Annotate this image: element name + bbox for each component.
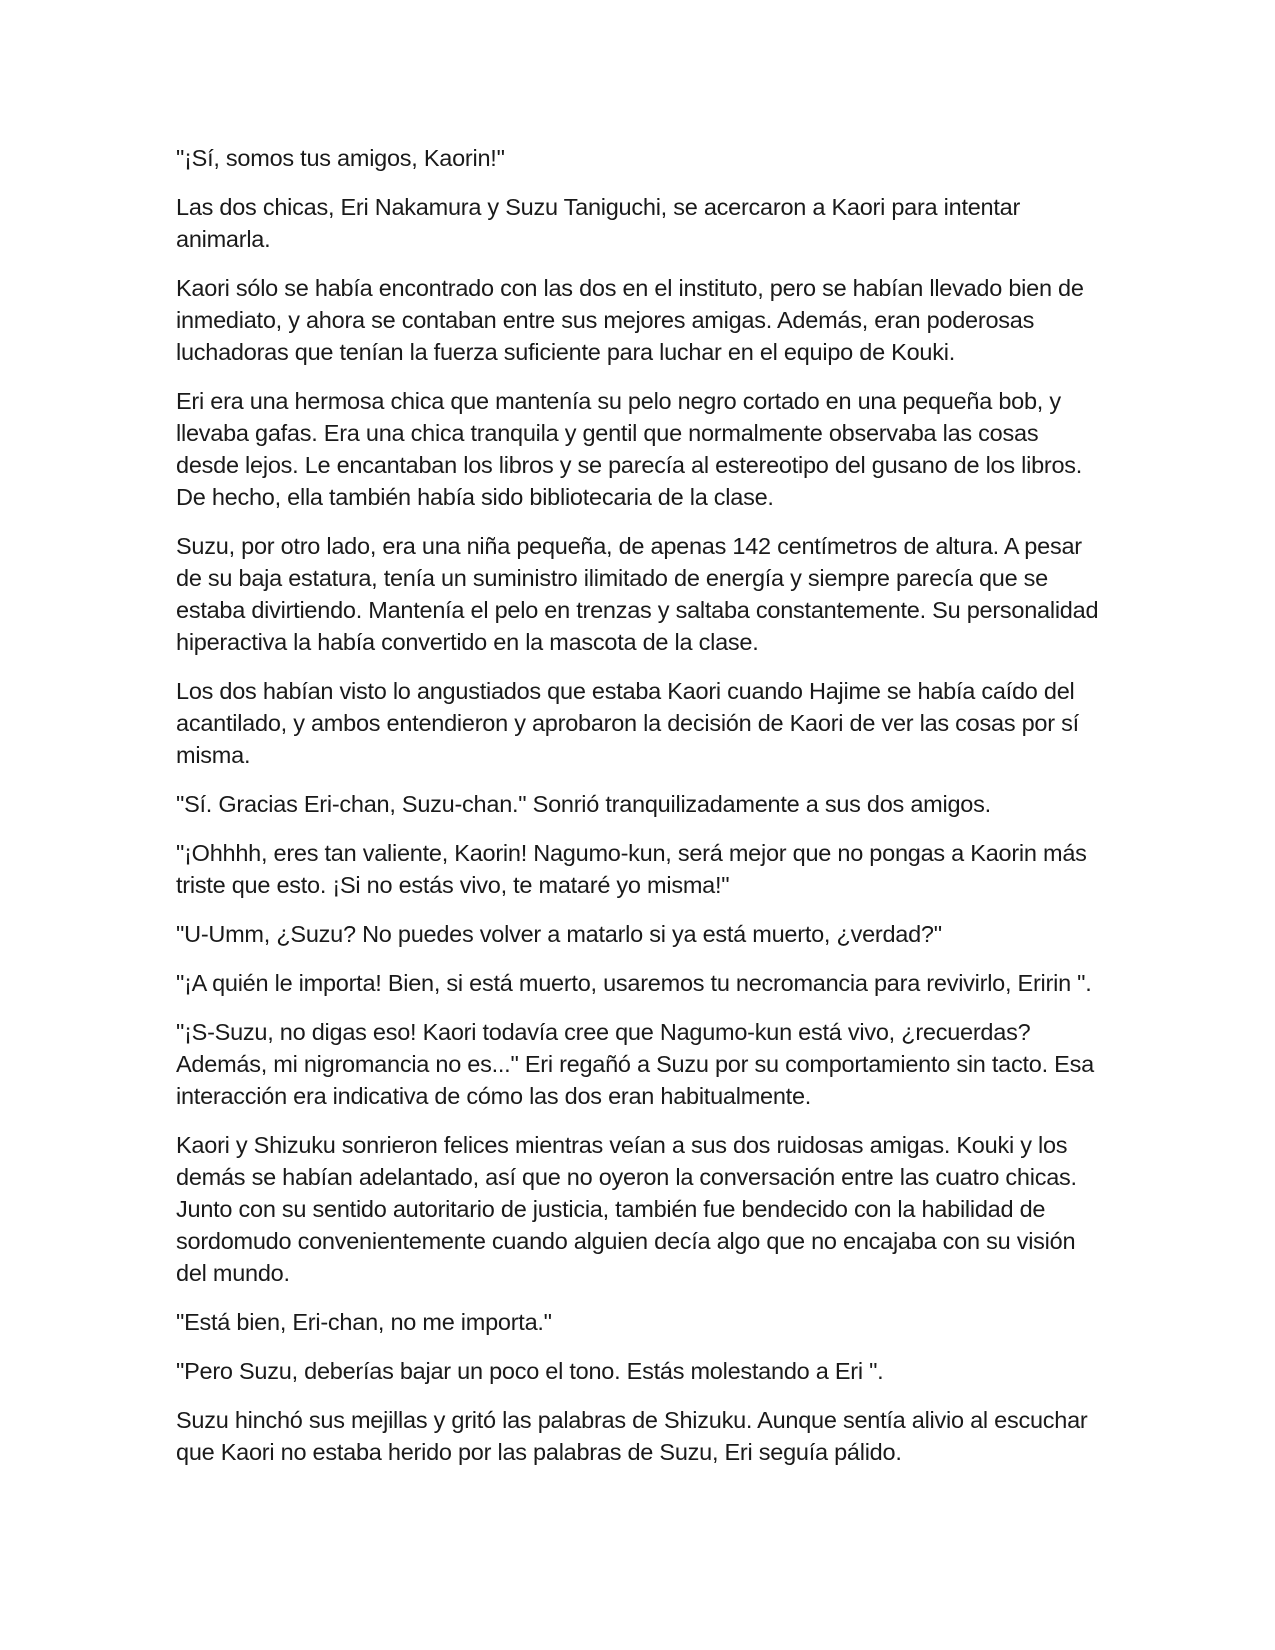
paragraph-2: Las dos chicas, Eri Nakamura y Suzu Taniguchi, se acercaron a Kaori para intentar animarla. — [176, 194, 1021, 252]
paragraph-7: "Sí. Gracias Eri-chan, Suzu-chan." Sonrió tranquilizadamente a sus dos amigos. — [176, 791, 991, 817]
paragraph-10: "¡A quién le importa! Bien, si está muerto, usaremos tu necromancia para revivirlo, Eririn ". — [176, 970, 1092, 996]
paragraph-6: Los dos habían visto lo angustiados que estaba Kaori cuando Hajime se había caído del acantilado, y ambos entendieron y aprobaron la decisión de Kaori de ver las cosas por sí misma. — [176, 678, 1079, 768]
paragraph-3: Kaori sólo se había encontrado con las dos en el instituto, pero se habían llevado bien de inmediato, y ahora se contaban entre sus mejores amigas. Además, eran poderosas luchadoras que tenían la fuerza suficiente para luchar en el equipo de Kouki. — [176, 275, 1084, 365]
paragraph-9: "U-Umm, ¿Suzu? No puedes volver a matarlo si ya está muerto, ¿verdad?" — [176, 921, 942, 947]
document-body — [176, 142, 1106, 1485]
paragraph-1: "¡Sí, somos tus amigos, Kaorin!" — [176, 145, 505, 171]
paragraph-13: "Está bien, Eri-chan, no me importa." — [176, 1309, 552, 1335]
paragraph-5: Suzu, por otro lado, era una niña pequeña, de apenas 142 centímetros de altura. A pesar de su baja estatura, tenía un suministro ilimitado de energía y siempre parecía que se estaba divirtiendo. Mantenía el pelo en trenzas y saltaba constantemente. Su personalidad hiperactiva la había convertido en la mascota de la clase. — [176, 533, 1099, 655]
paragraph-15: Suzu hinchó sus mejillas y gritó las palabras de Shizuku. Aunque sentía alivio al escuchar que Kaori no estaba herido por las palabras de Suzu, Eri seguía pálido. — [176, 1407, 1088, 1465]
paragraph-8: "¡Ohhhh, eres tan valiente, Kaorin! Nagumo-kun, será mejor que no pongas a Kaorin más triste que esto. ¡Si no estás vivo, te mataré yo misma!" — [176, 840, 1087, 898]
paragraph-14: "Pero Suzu, deberías bajar un poco el tono. Estás molestando a Eri ". — [176, 1358, 884, 1384]
paragraph-11: "¡S-Suzu, no digas eso! Kaori todavía cree que Nagumo-kun está vivo, ¿recuerdas? Además, mi nigromancia no es..." Eri regañó a Suzu por su comportamiento sin tacto. Esa interacción era indicativa de cómo las dos eran habitualmente. — [176, 1019, 1094, 1109]
paragraph-12: Kaori y Shizuku sonrieron felices mientras veían a sus dos ruidosas amigas. Kouki y los demás se habían adelantado, así que no oyeron la conversación entre las cuatro chicas. Junto con su sentido autoritario de justicia, también fue bendecido con la habilidad de sordomudo convenientemente cuando alguien decía algo que no encajaba con su visión del mundo. — [176, 1132, 1077, 1286]
paragraph-4: Eri era una hermosa chica que mantenía su pelo negro cortado en una pequeña bob, y llevaba gafas. Era una chica tranquila y gentil que normalmente observaba las cosas desde lejos. Le encantaban los libros y se parecía al estereotipo del gusano de los libros. De hecho, ella también había sido bibliotecaria de la clase. — [176, 388, 1083, 510]
